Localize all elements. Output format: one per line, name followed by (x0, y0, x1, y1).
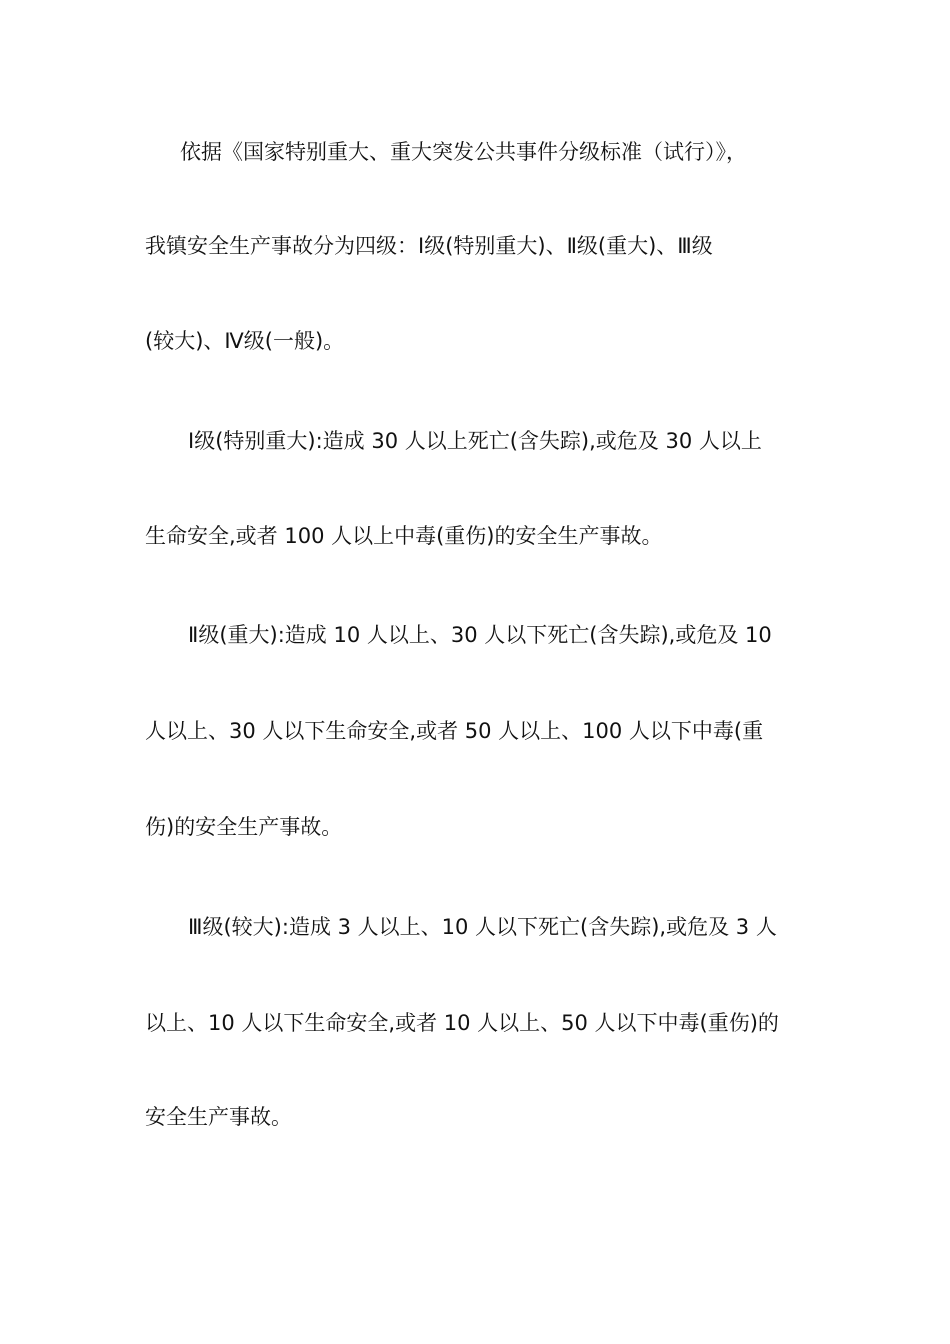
paragraph-3-line-2: 人以上、30 人以下生命安全,或者 50 人以上、100 人以下中毒(重 (145, 719, 764, 743)
paragraph-4-line-2: 以上、10 人以下生命安全,或者 10 人以上、50 人以下中毒(重伤)的 (145, 1011, 779, 1035)
paragraph-2-line-2: 生命安全,或者 100 人以上中毒(重伤)的安全生产事故。 (145, 524, 663, 548)
paragraph-2-line-1: Ⅰ级(特别重大):造成 30 人以上死亡(含失踪),或危及 30 人以上 (188, 429, 762, 453)
paragraph-3-line-1: Ⅱ级(重大):造成 10 人以上、30 人以下死亡(含失踪),或危及 10 (188, 623, 772, 647)
paragraph-1-line-2: 我镇安全生产事故分为四级：Ⅰ级(特别重大)、Ⅱ级(重大)、Ⅲ级 (145, 234, 713, 258)
paragraph-1-line-1: 依据《国家特别重大、重大突发公共事件分级标准（试行）》， (180, 140, 747, 164)
paragraph-4-line-1: Ⅲ级(较大):造成 3 人以上、10 人以下死亡(含失踪),或危及 3 人 (188, 915, 777, 939)
paragraph-3-line-3: 伤)的安全生产事故。 (145, 815, 343, 839)
paragraph-1-line-3: (较大)、Ⅳ级(一般)。 (145, 329, 345, 353)
paragraph-4-line-3: 安全生产事故。 (145, 1105, 292, 1129)
